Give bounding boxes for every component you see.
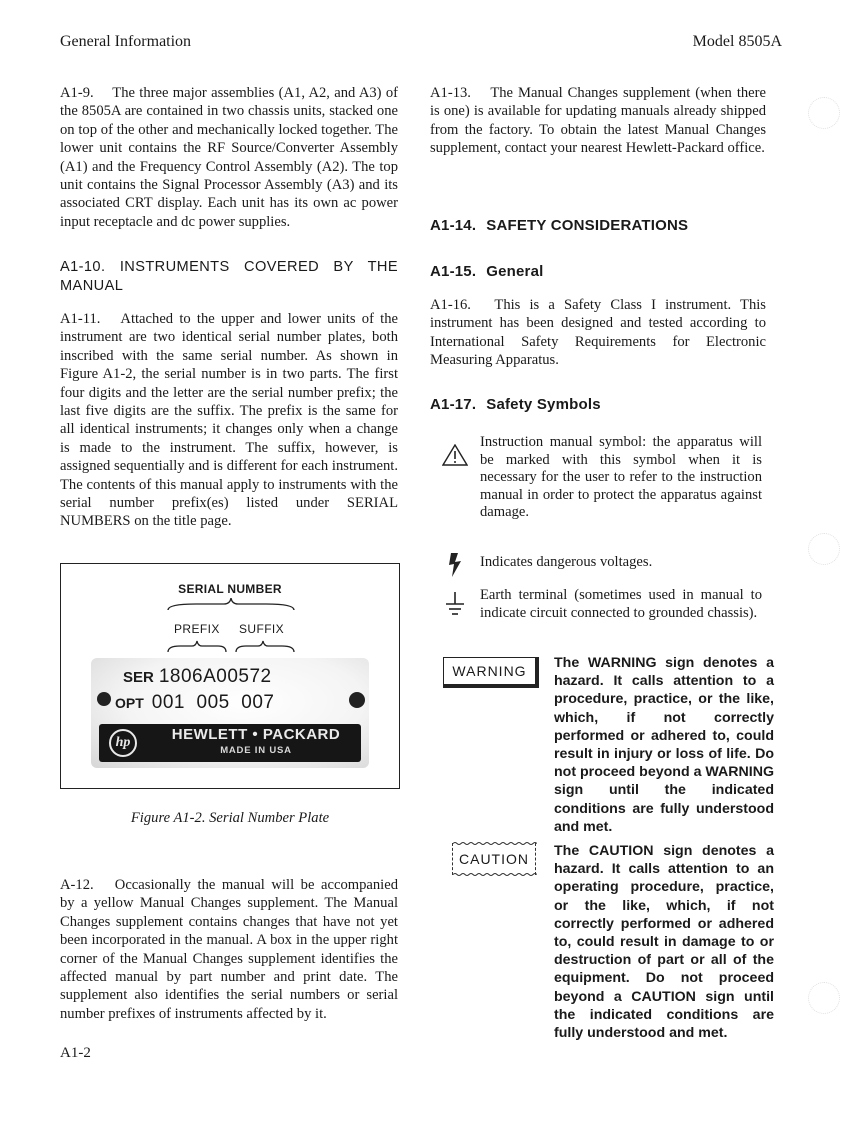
- opt-line: [115, 692, 275, 714]
- binder-hole-mark: [808, 97, 840, 129]
- opt-label: OPT: [115, 695, 144, 711]
- ser-label: SER: [123, 669, 154, 686]
- heading-a1-17: [430, 395, 601, 414]
- paragraph-a-12: A-12. Occasionally the manual will be accompanied by a yellow Manual Changes supplement. The Manual Changes supplement contains changes that have not yet been incorporated in the manual. A box in the upper right corner of the Manual Changes supplement identifies the affected manual by part number and print date. The supplement also identifies the serial numbers or serial number prefixes of instruments affected by it.: [60, 877, 398, 1022]
- heading-a1-17-number: A1-17.: [430, 396, 477, 413]
- rivet-right-icon: [349, 692, 365, 708]
- page-number: A1-2: [60, 1045, 91, 1061]
- heading-a1-17-text: Safety Symbols: [486, 396, 601, 413]
- opt-values: 001 005 007: [151, 692, 275, 713]
- paragraph-a1-13: A1-13. The Manual Changes supplement (when there is one) is available for updating manuals already shipped from the factory. To obtain the latest Manual Changes supplement, contact your nearest Hewlett-Packard office.: [430, 85, 766, 157]
- symbol-row-voltage: [430, 552, 762, 578]
- figure-caption: Figure A1-2. Serial Number Plate: [130, 810, 330, 826]
- serial-bracket: [166, 598, 296, 612]
- binder-hole-mark: [808, 533, 840, 565]
- serial-number-label: SERIAL NUMBER: [178, 582, 282, 596]
- heading-a1-14-number: A1-14.: [430, 217, 477, 234]
- paragraph-a1-16: A1-16. This is a Safety Class I instrument. This instrument has been designed and tested according to International Safety Requirements for Electronic Measuring Apparatus.: [430, 297, 766, 369]
- running-header-right: Model 8505A: [692, 33, 782, 50]
- prefix-suffix-brackets: [166, 640, 296, 654]
- paragraph-a1-11: A1-11. Attached to the upper and lower units of the instrument are two identical serial number plates, both inscribed with the same serial number. As shown in Figure A1-2, the serial number is in two parts. The first four digits and the letter are the serial number prefix; the last five digits are the suffix. The prefix is the same for all identical instruments; it changes only when a change is made to the instrument. The suffix, however, is assigned sequentially and is different for each instrument. The contents of this manual apply to instruments with the serial number prefix(es) listed under SERIAL NUMBERS on the title page.: [60, 311, 398, 530]
- caution-wavy-bottom-icon: [453, 872, 537, 877]
- symbol-voltage-text: Indicates dangerous voltages.: [480, 554, 653, 570]
- suffix-label: SUFFIX: [239, 622, 285, 636]
- warning-label: WARNING: [452, 663, 527, 679]
- heading-a1-10: [60, 258, 398, 296]
- symbol-manual-text: Instruction manual symbol: the apparatus will be marked with this symbol when it is necessary for the user to refer to the instruction manual in order to protect the apparatus against damage.: [480, 434, 762, 521]
- heading-a1-15-text: General: [486, 263, 544, 280]
- caution-sign: [452, 843, 536, 875]
- brand-band: [99, 724, 361, 762]
- binder-hole-mark: [808, 982, 840, 1014]
- earth-ground-icon: [430, 587, 480, 622]
- hp-logo-text: hp: [115, 735, 131, 750]
- heading-a1-15-number: A1-15.: [430, 263, 477, 280]
- serial-plate: [91, 658, 369, 768]
- serial-value: 1806A00572: [158, 666, 272, 687]
- symbol-earth-text: Earth terminal (sometimes used in manual to indicate circuit connected to grounded chassis).: [480, 587, 762, 621]
- heading-a1-14-text: SAFETY CONSIDERATIONS: [486, 217, 689, 234]
- lightning-bolt-icon: [430, 552, 480, 578]
- caution-text: The CAUTION sign denotes a hazard. It calls attention to an operating procedure, practice, or the like, which, if not correctly performed or adhered to, could result in damage to or destruction of part or all of the equipment. Do not proceed beyond a CAUTION sign until the indicated conditions are fully understood and met.: [554, 843, 774, 1042]
- running-header-left: General Information: [60, 33, 192, 50]
- warning-text: The WARNING sign denotes a hazard. It calls attention to a procedure, practice, or the like, which, if not correctly performed or adhered to, could result in injury or loss of life. Do not proceed beyond a WARNING sign until the indicated conditions are fully understood and met.: [554, 655, 774, 835]
- heading-a1-10-text: INSTRUMENTS COVERED BY THE MANUAL: [60, 259, 398, 294]
- heading-a1-10-number: A1-10.: [60, 259, 106, 275]
- serial-plate-figure: [60, 563, 400, 789]
- heading-a1-15: [430, 262, 544, 281]
- brand-name: HEWLETT • PACKARD: [171, 726, 341, 743]
- hp-logo-icon: [109, 729, 137, 757]
- symbol-row-manual: [430, 434, 762, 522]
- caution-wavy-top-icon: [453, 841, 537, 846]
- symbol-row-earth: [430, 587, 762, 622]
- caution-label: CAUTION: [459, 851, 529, 867]
- rivet-left-icon: [97, 692, 111, 706]
- warning-sign: [443, 657, 539, 688]
- serial-line: [123, 666, 272, 688]
- made-in-label: MADE IN USA: [220, 745, 292, 756]
- prefix-label: PREFIX: [174, 622, 220, 636]
- warning-triangle-icon: [430, 434, 480, 522]
- paragraph-a1-9: A1-9. The three major assemblies (A1, A2, and A3) of the 8505A are contained in two chassis units, stacked one on top of the other and mechanically locked together. The lower unit contains the RF Source/Converter Assembly (A1) and the Frequency Control Assembly (A2). The top unit contains the Signal Processor Assembly (A3) and its associated CRT display. Each unit has its own ac power input receptacle and dc power supplies.: [60, 85, 398, 230]
- heading-a1-14: [430, 216, 688, 235]
